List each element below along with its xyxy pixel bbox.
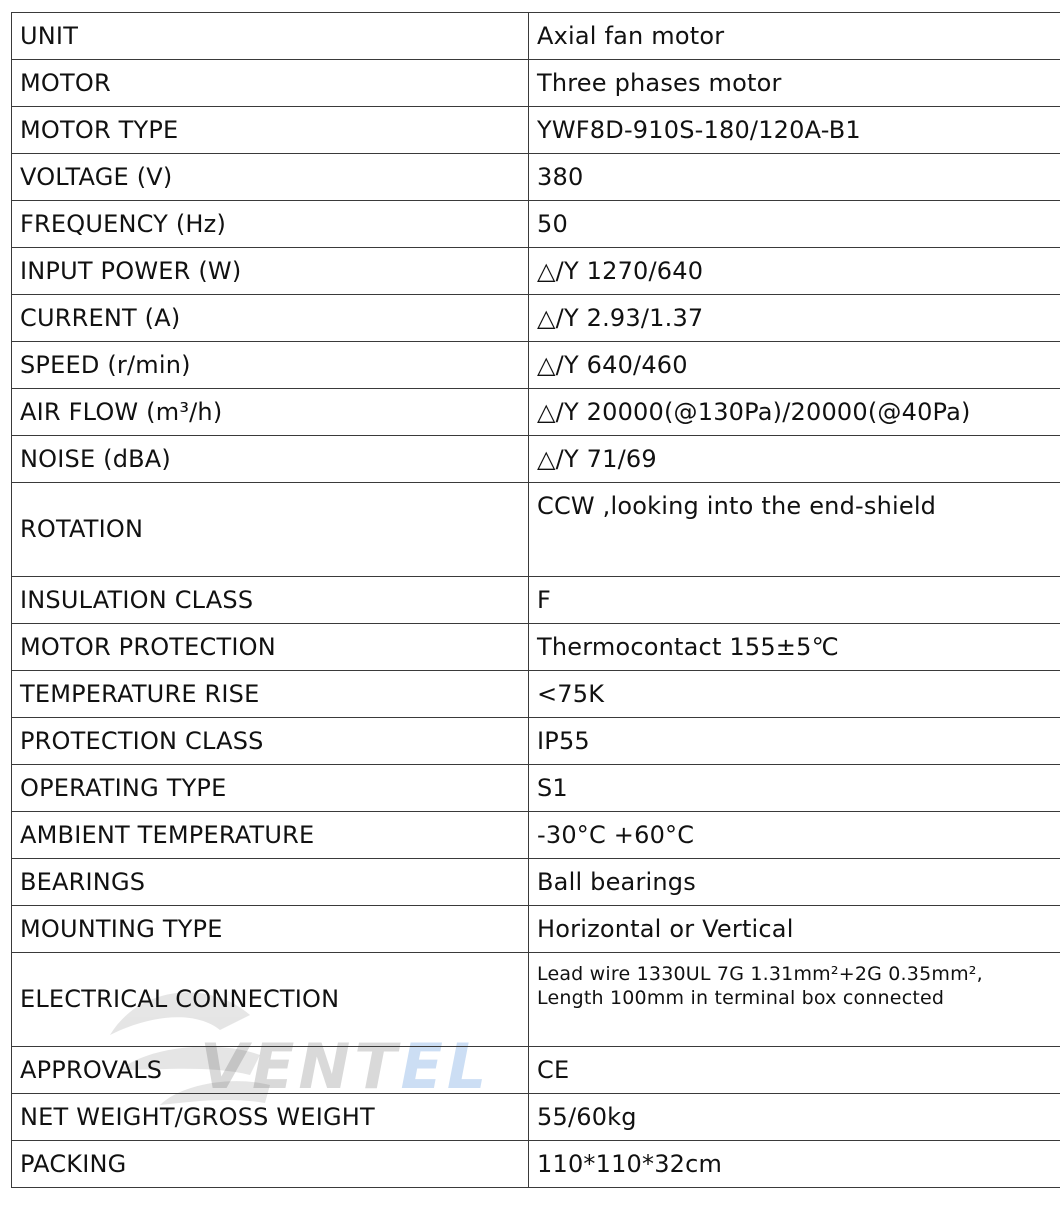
- table-row: [12, 13, 1060, 60]
- spec-value: -30°C +60°C: [529, 812, 1060, 859]
- spec-value: △/Y 640/460: [529, 342, 1060, 389]
- spec-label: NOISE (dBA): [12, 436, 529, 483]
- spec-value: 110*110*32cm: [529, 1141, 1060, 1188]
- table-row: [12, 1047, 1060, 1094]
- spec-label: OPERATING TYPE: [12, 765, 529, 812]
- table-row: [12, 906, 1060, 953]
- spec-label: ROTATION: [12, 483, 529, 577]
- spec-value: △/Y 20000(@130Pa)/20000(@40Pa): [529, 389, 1060, 436]
- spec-label: MOTOR TYPE: [12, 107, 529, 154]
- watermark-text-part1: VENT: [200, 1030, 401, 1103]
- spec-value: △/Y 71/69: [529, 436, 1060, 483]
- spec-label: SPEED (r/min): [12, 342, 529, 389]
- spec-value: 50: [529, 201, 1060, 248]
- spec-value: Three phases motor: [529, 60, 1060, 107]
- table-row: [12, 671, 1060, 718]
- table-row: [12, 577, 1060, 624]
- spec-value: Axial fan motor: [529, 13, 1060, 60]
- table-row: [12, 295, 1060, 342]
- table-row: [12, 765, 1060, 812]
- spec-label: UNIT: [12, 13, 529, 60]
- spec-label: AMBIENT TEMPERATURE: [12, 812, 529, 859]
- table-row: [12, 154, 1060, 201]
- spec-label: FREQUENCY (Hz): [12, 201, 529, 248]
- spec-label: CURRENT (A): [12, 295, 529, 342]
- table-row: [12, 953, 1060, 1047]
- spec-value-line: Lead wire 1330UL 7G 1.31mm²+2G 0.35mm²,: [537, 963, 983, 985]
- spec-value: CCW ,looking into the end-shield: [529, 483, 1060, 577]
- spec-label: ELECTRICAL CONNECTION: [12, 953, 529, 1047]
- spec-value: Thermocontact 155±5℃: [529, 624, 1060, 671]
- table-row: [12, 859, 1060, 906]
- spec-label: MOTOR: [12, 60, 529, 107]
- spec-label: APPROVALS: [12, 1047, 529, 1094]
- table-row: [12, 342, 1060, 389]
- specification-table: [11, 12, 1060, 1188]
- table-row: [12, 201, 1060, 248]
- spec-value: F: [529, 577, 1060, 624]
- spec-label: PROTECTION CLASS: [12, 718, 529, 765]
- spec-value: CE: [529, 1047, 1060, 1094]
- table-row: [12, 436, 1060, 483]
- table-row: [12, 812, 1060, 859]
- table-row: [12, 389, 1060, 436]
- table-row: [12, 60, 1060, 107]
- spec-value: S1: [529, 765, 1060, 812]
- spec-value: YWF8D-910S-180/120A-B1: [529, 107, 1060, 154]
- spec-label: NET WEIGHT/GROSS WEIGHT: [12, 1094, 529, 1141]
- spec-label: TEMPERATURE RISE: [12, 671, 529, 718]
- table-row: [12, 1094, 1060, 1141]
- table-row: [12, 624, 1060, 671]
- table-row: [12, 1141, 1060, 1188]
- spec-label: MOTOR PROTECTION: [12, 624, 529, 671]
- table-row: [12, 248, 1060, 295]
- spec-label: BEARINGS: [12, 859, 529, 906]
- spec-value: Ball bearings: [529, 859, 1060, 906]
- watermark-text-part2: EL: [400, 1030, 491, 1103]
- spec-value-line: Length 100mm in terminal box connected: [537, 986, 945, 1009]
- spec-label: VOLTAGE (V): [12, 154, 529, 201]
- spec-label: INSULATION CLASS: [12, 577, 529, 624]
- spec-value: 55/60kg: [529, 1094, 1060, 1141]
- spec-label: AIR FLOW (m³/h): [12, 389, 529, 436]
- spec-label: MOUNTING TYPE: [12, 906, 529, 953]
- spec-label: INPUT POWER (W): [12, 248, 529, 295]
- spec-value: △/Y 2.93/1.37: [529, 295, 1060, 342]
- table-row: [12, 483, 1060, 577]
- spec-value: IP55: [529, 718, 1060, 765]
- spec-value: Horizontal or Vertical: [529, 906, 1060, 953]
- spec-value: [529, 953, 1060, 1047]
- table-row: [12, 107, 1060, 154]
- spec-label: PACKING: [12, 1141, 529, 1188]
- spec-value: <75K: [529, 671, 1060, 718]
- table-row: [12, 718, 1060, 765]
- spec-value: 380: [529, 154, 1060, 201]
- spec-value: △/Y 1270/640: [529, 248, 1060, 295]
